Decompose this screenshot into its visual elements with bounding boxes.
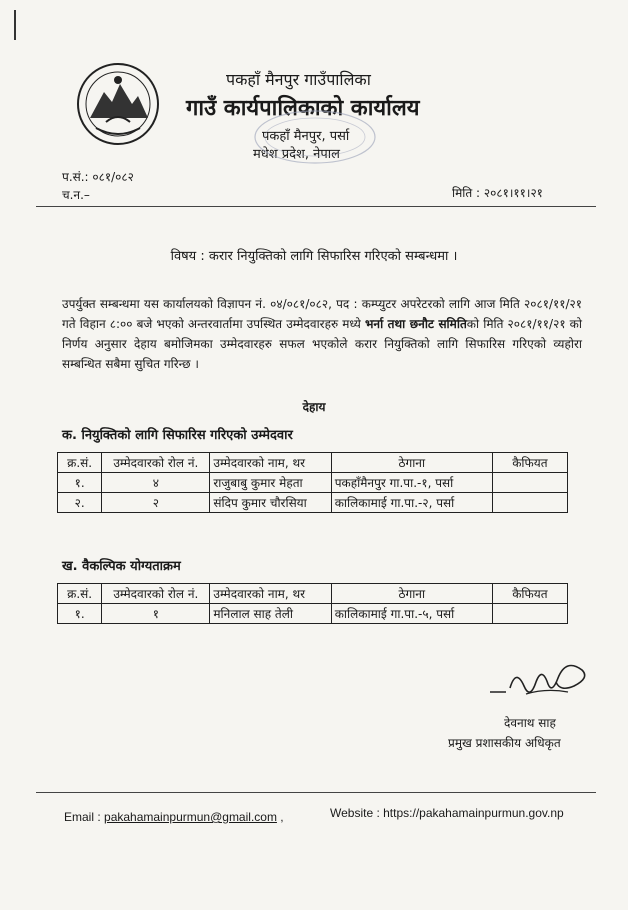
header-divider	[36, 206, 596, 207]
body-paragraph	[62, 294, 582, 374]
section-ka-title: क. नियुक्तिको लागि सिफारिस गरिएको उम्मेदवार	[62, 428, 293, 443]
signature-icon	[486, 648, 596, 708]
col-remarks: कैफियत	[492, 584, 567, 604]
office-stamp-icon	[252, 108, 378, 166]
email-link[interactable]: pakahamainpurmun@gmail.com	[104, 810, 277, 824]
cell-sn: २.	[58, 493, 102, 513]
col-name: उम्मेदवारको नाम, थर	[210, 584, 331, 604]
cell-address: कालिकामाई गा.पा.-५, पर्सा	[331, 604, 492, 624]
patra-sankhya: प.सं.: ०८१/०८२	[62, 170, 134, 184]
dehay-heading: देहाय	[302, 400, 326, 414]
col-roll: उम्मेदवारको रोल नं.	[102, 584, 210, 604]
nepal-emblem-icon	[76, 62, 160, 146]
email-label: Email :	[64, 810, 105, 824]
cell-remarks	[492, 473, 567, 493]
body-text-part-1: उपर्युक्त सम्बन्धमा यस कार्यालयको विज्ञापन नं. ०४/०८१/०८२, पद : कम्प्युटर अपरेटरको लागि आज मिति २०८१/११/२१ गते विहान ८:०० बजे भएको अन्तरवार्तामा उपस्थित उम्मेदवारहरु मध्ये	[62, 297, 582, 331]
cell-address: पकहाँमैनपुर गा.पा.-१, पर्सा	[331, 473, 492, 493]
col-sn: क्र.सं.	[58, 584, 102, 604]
cell-sn: १.	[58, 473, 102, 493]
footer-website[interactable]: Website : https://pakahamainpurmun.gov.np	[330, 806, 564, 820]
cell-sn: १.	[58, 604, 102, 624]
recommended-candidates-table	[57, 452, 568, 513]
letter-date: मिति : २०८१।११।२१	[452, 186, 543, 200]
cell-remarks	[492, 604, 567, 624]
address-line-1: पकहाँ मैनपुर, पर्सा	[262, 129, 350, 144]
col-sn: क्र.सं.	[58, 453, 102, 473]
col-remarks: कैफियत	[492, 453, 567, 473]
email-suffix: ,	[276, 810, 284, 824]
cell-name: राजुबाबु कुमार मेहता	[210, 473, 331, 493]
table-header-row	[58, 453, 568, 473]
cell-name: मनिलाल साह तेली	[210, 604, 331, 624]
office-name: गाउँ कार्यपालिकाको कार्यालय	[186, 96, 420, 121]
address-line-2: मधेश प्रदेश, नेपाल	[253, 147, 340, 162]
table-header-row	[58, 584, 568, 604]
section-kha-title: ख. वैकल्पिक योग्यताक्रम	[62, 559, 181, 574]
signatory-name: देवनाथ साह	[504, 716, 556, 730]
cell-name: संदिप कुमार चौरसिया	[210, 493, 331, 513]
cell-remarks	[492, 493, 567, 513]
table-row	[58, 493, 568, 513]
body-text-committee: भर्ना तथा छनौट समिति	[365, 317, 467, 331]
col-address: ठेगाना	[331, 584, 492, 604]
table-row	[58, 473, 568, 493]
alternate-candidates-table	[57, 583, 568, 624]
footer-divider	[36, 792, 596, 793]
cell-roll: २	[102, 493, 210, 513]
body-text-part-2: को मिति २०८१/११/२१ को निर्णय अनुसार देहाय बमोजिमका उम्मेदवारहरु सफल भएकोले करार नियुक्तिको लागि सिफारिस गरिएको व्यहोरा सम्बन्धित सबैमा सुचित गरिन्छ ।	[62, 317, 582, 371]
subject-line: विषय : करार नियुक्तिको लागि सिफारिस गरिएको सम्बन्धमा ।	[170, 249, 458, 264]
signatory-title: प्रमुख प्रशासकीय अधिकृत	[448, 736, 561, 750]
page-edge-mark	[14, 10, 16, 40]
org-name: पकहाँ मैनपुर गाउँपालिका	[226, 70, 371, 89]
cell-roll: ४	[102, 473, 210, 493]
chalani-number: च.न.–	[62, 188, 90, 202]
col-address: ठेगाना	[331, 453, 492, 473]
footer-email	[64, 810, 284, 824]
col-name: उम्मेदवारको नाम, थर	[210, 453, 331, 473]
cell-roll: १	[102, 604, 210, 624]
cell-address: कालिकामाई गा.पा.-२, पर्सा	[331, 493, 492, 513]
table-row	[58, 604, 568, 624]
col-roll: उम्मेदवारको रोल नं.	[102, 453, 210, 473]
